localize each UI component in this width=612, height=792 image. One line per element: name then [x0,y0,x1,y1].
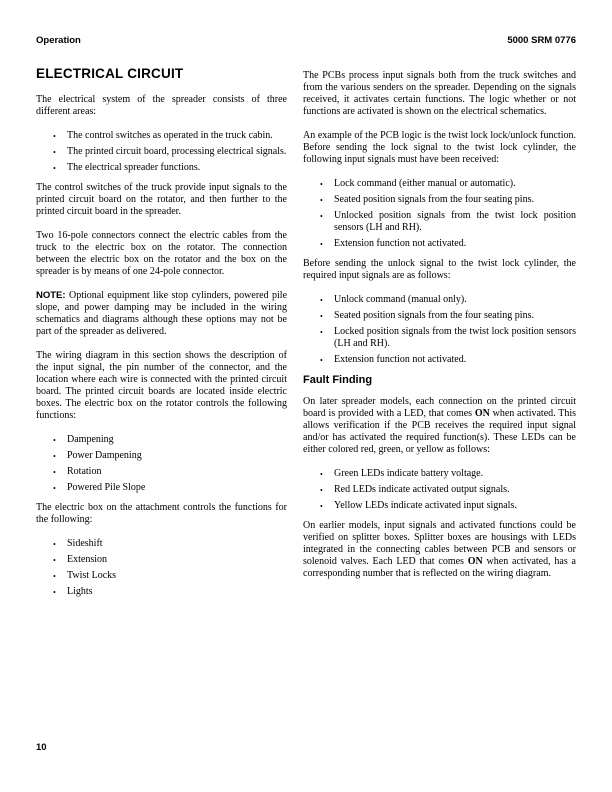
list-item [36,586,287,598]
list-item [36,466,287,478]
bullet-icon: • [320,296,323,305]
bullet-icon: • [53,164,56,173]
bullet-icon: • [53,132,56,141]
paragraph-attachment-box: The electric box on the attachment controls the functions for the following: [36,502,287,525]
paragraph-connectors: Two 16-pole connectors connect the electric cables from the truck to the electric box on the rotator. The connection between the electric box on the rotator and the box on the spreader is by means of one 24-pole connector. [36,230,287,277]
list-item [303,194,576,206]
list-item-text: Dampening [67,434,114,445]
list-item-text: The printed circuit board, processing electrical signals. [67,146,287,157]
page-number: 10 [36,742,47,753]
bullet-icon: • [53,468,56,477]
paragraph-pcbs: The PCBs process input signals both from the truck switches and from the various senders on the spreader. Depending on the signals received, it activates certain functions. The logic whether or not functions are activated is shown on the electrical schematics. [303,70,576,117]
paragraph-leds-text: when activated. This allows verification if the PCB receives the required input signal and/or has activated the required function(s). These LEDs can be either colored red, green, or yellow as follows: [303,408,576,455]
bullet-icon: • [53,540,56,549]
paragraph-intro: The electrical system of the spreader consists of three different areas: [36,94,287,117]
list-item-text: Seated position signals from the four seating pins. [334,310,534,321]
paragraph-pcb-example: An example of the PCB logic is the twist lock lock/unlock function. Before sending the lock signal to the twist lock cylinder, the following input signals must have been received: [303,130,576,165]
list-item [36,146,287,158]
bullet-icon: • [53,572,56,581]
two-column-body [36,67,576,606]
running-header [36,36,576,46]
page-footer [36,743,47,753]
list-item-text: Locked position signals from the twist lock position sensors (LH and RH). [334,326,576,349]
paragraph-leds-text: On later spreader models, each connection on the printed circuit board is provided with a LED, that comes [303,396,576,419]
list-item-text: Unlock command (manual only). [334,294,467,305]
paragraph-unlock: Before sending the unlock signal to the twist lock cylinder, the required input signals are as follows: [303,258,576,281]
bullet-icon: • [320,356,323,365]
list-item [303,326,576,350]
list-item [36,570,287,582]
bullet-icon: • [53,452,56,461]
bullet-icon: • [320,240,323,249]
list-item [36,538,287,550]
bullet-icon: • [53,148,56,157]
list-item-text: Sideshift [67,538,103,549]
bullet-icon: • [320,196,323,205]
list-item-text: Extension [67,554,107,565]
emphasis-on: ON [467,556,483,567]
list-item-text: Extension function not activated. [334,354,467,365]
bullet-icon: • [53,588,56,597]
bullet-icon: • [320,212,323,221]
list-item [303,484,576,496]
list-item [36,554,287,566]
list-item-text: Seated position signals from the four seating pins. [334,194,534,205]
bullet-icon: • [320,502,323,511]
list-item [36,130,287,142]
bullet-icon: • [53,436,56,445]
paragraph-earlier-text: when activated, has a corresponding number that is reflected on the wiring diagram. [303,556,576,579]
list-item-text: The control switches as operated in the truck cabin. [67,130,273,141]
list-unlock-conditions [303,294,576,366]
list-item [36,450,287,462]
list-item-text: Red LEDs indicate activated output signals. [334,484,510,495]
emphasis-on: ON [474,408,490,419]
list-spreader-areas [36,130,287,174]
list-item-text: Twist Locks [67,570,117,581]
paragraph-earlier-text: On earlier models, input signals and activated functions could be verified on splitter boxes. Splitter boxes are housings with LEDs integrated in the connecting cables between PCB and sensors or solenoid valves. Each LED that comes [303,520,576,567]
section-heading-electrical-circuit: ELECTRICAL CIRCUIT [36,66,184,81]
list-item [303,310,576,322]
right-column [303,67,576,592]
note-text: Optional equipment like stop cylinders, powered pile slope, and power damping may be included in the wiring schematics and diagrams although these options may not be part of the spreader as delivered. [36,290,288,337]
list-item [303,500,576,512]
list-item [303,354,576,366]
list-item-text: Lights [67,586,93,597]
list-item-text: The electrical spreader functions. [67,162,201,173]
paragraph-leds [303,396,576,456]
list-item [303,210,576,234]
list-item-text: Green LEDs indicate battery voltage. [334,468,484,479]
running-header-section: Operation [36,35,81,46]
bullet-icon: • [53,484,56,493]
bullet-icon: • [53,556,56,565]
list-item [303,294,576,306]
list-item [36,162,287,174]
running-header-doc-number: 5000 SRM 0776 [507,35,576,46]
list-item-text: Power Dampening [67,450,142,461]
list-item [303,468,576,480]
note-label: NOTE: [36,290,66,301]
paragraph-earlier-models [303,520,576,580]
paragraph-control-switches: The control switches of the truck provide input signals to the printed circuit board on the rotator, and then further to the printed circuit board in the spreader. [36,182,287,217]
bullet-icon: • [320,328,323,337]
list-item-text: Unlocked position signals from the twist lock position sensors (LH and RH). [334,210,576,233]
list-item-text: Rotation [67,466,102,477]
list-item-text: Extension function not activated. [334,238,467,249]
list-item [36,434,287,446]
list-item-text: Powered Pile Slope [67,482,146,493]
list-item [36,482,287,494]
list-led-colors [303,468,576,512]
bullet-icon: • [320,486,323,495]
bullet-icon: • [320,180,323,189]
bullet-icon: • [320,312,323,321]
list-rotator-functions [36,434,287,494]
list-item [303,178,576,190]
sub-heading-fault-finding: Fault Finding [303,374,373,386]
paragraph-note [36,290,287,338]
list-lock-conditions [303,178,576,250]
list-item-text: Yellow LEDs indicate activated input signals. [334,500,517,511]
list-item-text: Lock command (either manual or automatic). [334,178,516,189]
left-column [36,67,287,606]
bullet-icon: • [320,470,323,479]
paragraph-wiring-diagram: The wiring diagram in this section shows the description of the input signal, the pin number of the connector, and the location where each wire is connected with the printed circuit board. The printed circuit boards are located inside electric boxes. The electric box on the rotator controls the following functions: [36,350,287,421]
list-attachment-functions [36,538,287,598]
list-item [303,238,576,250]
